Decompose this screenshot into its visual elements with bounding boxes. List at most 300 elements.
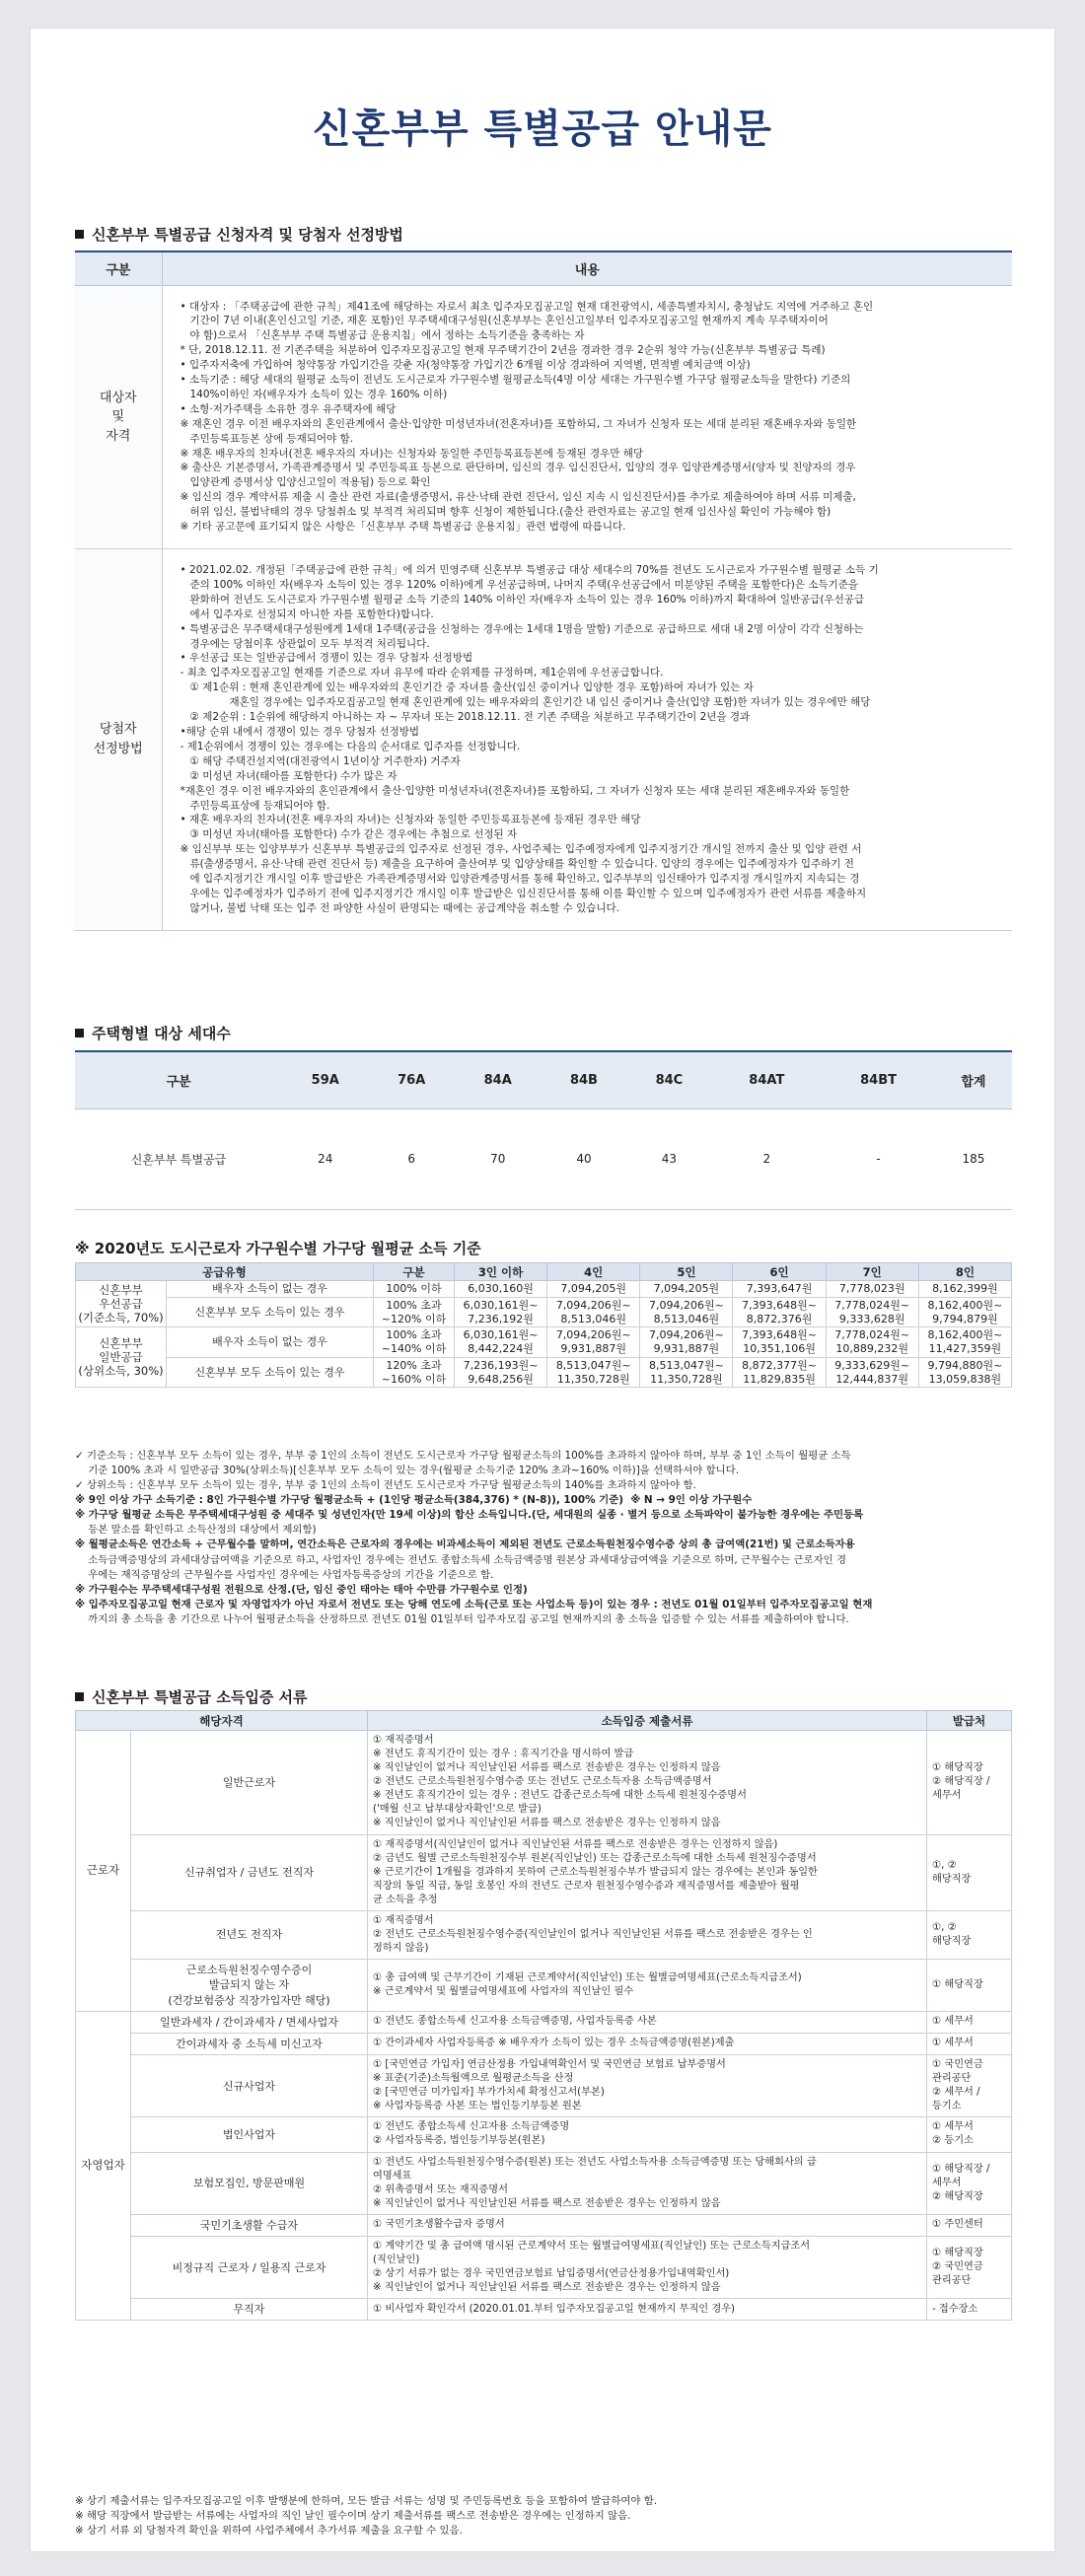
income-value-line: 7,236,193원~ bbox=[463, 1358, 539, 1372]
col-content: 내용 bbox=[162, 251, 1012, 285]
income-pct-line: ~140% 이하 bbox=[381, 1342, 447, 1355]
income-value-line: 7,094,206원~ bbox=[648, 1328, 724, 1342]
income-col-header: 구분 bbox=[374, 1263, 455, 1281]
doc-qualification bbox=[131, 1834, 368, 1910]
income-value bbox=[826, 1357, 918, 1388]
doc-line: ※ 직인날인이 없거나 직인날인된 서류를 팩스로 전송받은 경우는 인정하지 않음 bbox=[373, 1818, 721, 1829]
doc-list bbox=[368, 2236, 927, 2298]
eligibility-table bbox=[75, 250, 1012, 931]
income-note-line: ✓ 상위소득 : 신혼부부 모두 소득이 있는 경우, 부부 중 1인의 소득이 전년도 도시근로자 가구당 월평균소득의 140%를 초과하지 않아야 함. bbox=[75, 1479, 696, 1492]
income-value-line: 8,513,046원 bbox=[653, 1312, 720, 1325]
doc-line: ① 재직증명서(직인날인이 없거나 직인날인된 서류를 팩스로 전송받은 경우는 인정하지 않음) bbox=[373, 1838, 778, 1850]
income-value bbox=[918, 1357, 1011, 1388]
doc-note-line: ※ 상기 제출서류는 입주자모집공고일 이후 발행분에 한하며, 모든 발급 서류는 성명 및 주민등록번호 등을 포함하여 발급하여야 함. bbox=[75, 2495, 658, 2507]
content-line: • 소형·저가주택을 소유한 경우 유주택자에 해당 bbox=[180, 402, 397, 415]
content-line: ② 미성년 자녀(태아를 포함한다) 수가 많은 자 bbox=[189, 769, 398, 782]
income-value-line: 6,030,161원~ bbox=[463, 1298, 539, 1312]
doc-qualification bbox=[131, 2299, 368, 2321]
income-pct bbox=[374, 1357, 455, 1388]
eligibility-row bbox=[75, 285, 1012, 549]
doc-qualification bbox=[131, 1910, 368, 1959]
doc-list bbox=[368, 1910, 927, 1959]
unit-cell: 2 bbox=[711, 1109, 822, 1209]
doc-row bbox=[76, 2236, 1012, 2298]
income-value bbox=[640, 1297, 733, 1327]
content-line: 재혼일 경우에는 입주자모집공고일 현재 혼인관계에 있는 배우자와의 혼인기간 내 임신 중이거나 출산(입양 포함)한 자녀가 있는 경우에만 해당 bbox=[229, 696, 871, 709]
content-line: ③ 미성년 자녀(태아를 포함한다) 수가 같은 경우에는 추첨으로 선정된 자 bbox=[189, 828, 518, 841]
row-label-line: 대상자 bbox=[99, 390, 137, 405]
income-value-line: 9,794,880원~ bbox=[927, 1358, 1003, 1372]
doc-line: 균 소득을 추정 bbox=[373, 1894, 438, 1905]
income-value-line: 8,513,047원~ bbox=[648, 1358, 724, 1372]
income-col-header: 5인 bbox=[640, 1263, 733, 1281]
income-value-line: 8,162,400원~ bbox=[927, 1328, 1003, 1342]
income-value-line: 8,872,376원 bbox=[746, 1312, 813, 1325]
doc-issuer-line: ① 세무서 bbox=[932, 2121, 974, 2133]
section-1-heading: 신혼부부 특별공급 신청자격 및 당첨자 선정방법 bbox=[75, 224, 403, 245]
unit-col-header: 84BT bbox=[822, 1051, 935, 1109]
doc-list bbox=[368, 2214, 927, 2236]
income-note-line: ※ 가구당 월평균 소득은 무주택세대구성원 중 세대주 및 성년인자(만 19세 이상)의 합산 소득입니다.(단, 세대원의 실종 · 별거 등으로 소득파악이 불가능한 경우에는 주민등록 bbox=[75, 1509, 864, 1522]
income-row bbox=[76, 1357, 1012, 1388]
content-line: • 소득기준 : 해당 세대의 월평균 소득이 전년도 도시근로자 가구원수별 월평균소득(4명 이상 세대는 가구원수별 가구당 월평균소득을 말한다) 기준의 bbox=[180, 374, 851, 387]
income-value-line: 9,931,887원 bbox=[653, 1342, 720, 1355]
content-line: ② 제2순위 : 1순위에 해당하지 아니하는 자 ~ 무자녀 또는 2018.12.11. 전 기존 주택을 처분하고 무주택기간이 2년을 경과 bbox=[189, 711, 751, 724]
doc-issuer-line: 해당직장 bbox=[932, 1873, 972, 1885]
doc-qualification bbox=[131, 2033, 368, 2054]
income-value-line: 9,333,629원~ bbox=[834, 1358, 910, 1372]
content-line: ① 해당 주택건설지역(대전광역시 1년이상 거주한자) 거주자 bbox=[189, 754, 461, 767]
income-value bbox=[547, 1297, 640, 1327]
income-value-line: 7,393,648원~ bbox=[742, 1298, 817, 1312]
row-label-line: 및 bbox=[111, 409, 125, 424]
doc-line: ① 국민기초생활수급자 증명서 bbox=[373, 2219, 505, 2231]
row-label-line: 선정방법 bbox=[93, 741, 143, 756]
row-label bbox=[75, 549, 162, 931]
income-group-line: 신혼부부 bbox=[99, 1335, 143, 1350]
income-value-line: 8,513,046원 bbox=[560, 1312, 627, 1325]
content-line: ① 제1순위 : 현재 혼인관계에 있는 배우자와의 혼인기간 중 자녀를 출산(임신 중이거나 입양한 경우 포함)하여 자녀가 있는 자 bbox=[189, 681, 754, 694]
row-content bbox=[162, 549, 1012, 931]
income-value-line: 12,444,837원 bbox=[835, 1372, 908, 1386]
income-value bbox=[455, 1327, 547, 1358]
income-value bbox=[733, 1281, 826, 1298]
unit-col-header: 59A bbox=[282, 1051, 368, 1109]
income-value-line: 9,648,256원 bbox=[468, 1372, 534, 1386]
doc-issuer-line: ② 국민연금 bbox=[932, 2261, 983, 2273]
income-value-line: 7,094,206원~ bbox=[555, 1328, 631, 1342]
income-col-header: 7인 bbox=[826, 1263, 918, 1281]
income-pct-line: ~120% 이하 bbox=[381, 1312, 447, 1325]
income-note-line: 등본 말소를 확인하고 소득산정의 대상에서 제외함) bbox=[75, 1524, 317, 1537]
content-line: 류(출생증명서, 유산·낙태 관련 진단서 등) 제출을 요구하여 출산여부 및 입양상태를 확인할 수 있습니다. 입양의 경우에는 입주예정자가 입주하기 전 bbox=[189, 858, 854, 871]
doc-list bbox=[368, 1960, 927, 2012]
income-value-line: 8,162,399원 bbox=[932, 1282, 998, 1295]
doc-qualification-line: 일반근로자 bbox=[222, 1775, 276, 1789]
doc-issuer-line: ① 주민센터 bbox=[932, 2219, 983, 2231]
doc-line: ① 총 급여액 및 근무기간이 기재된 근로계약서(직인날인) 또는 월별급여명세표(근로소득지급조서) bbox=[373, 1971, 802, 1983]
doc-row bbox=[76, 2152, 1012, 2214]
income-value bbox=[918, 1281, 1011, 1298]
unit-col-header: 76A bbox=[368, 1051, 454, 1109]
income-row bbox=[76, 1297, 1012, 1327]
doc-line: ① 간이과세자 사업자등록증 ※ 배우자가 소득이 있는 경우 소득금액증명(원본)제출 bbox=[373, 2038, 735, 2049]
doc-qualification-line: 근로소득원천징수영수증이 bbox=[185, 1964, 313, 1977]
doc-line: ② 상기 서류가 없는 경우 국민연금보험료 납입증명서(연금산정용가입내역확인서) bbox=[373, 2268, 730, 2280]
doc-row bbox=[76, 1960, 1012, 2012]
doc-line: ※ 근로계약서 및 월별급여명세표에 사업자의 직인날인 필수 bbox=[373, 1985, 634, 1997]
income-col-header: 공급유형 bbox=[76, 1263, 374, 1281]
content-line: * 단, 2018.12.11. 전 기존주택을 처분하여 입주자모집공고일 현재 무주택기간이 2년을 경과한 경우 2순위 청약 가능(신혼부부 특별공급 특례) bbox=[180, 344, 826, 357]
doc-qualification-line: 국민기초생활 수급자 bbox=[199, 2218, 299, 2232]
doc-note-line: ※ 해당 직장에서 발급받는 서류에는 사업자의 직인 날인 필수이며 상기 제출서류를 팩스로 전송받은 경우에는 인정하지 않음. bbox=[75, 2510, 631, 2523]
doc-line: ① 재직증명서 bbox=[373, 1735, 434, 1746]
doc-line: ② 전년도 근로소득원천징수영수증 또는 전년도 근로소득자용 소득금액증명서 bbox=[373, 1776, 712, 1788]
unit-count-table bbox=[75, 1050, 1012, 1210]
content-line: • 재혼 배우자의 친자녀(전혼 배우자의 자녀)는 신청자와 동일한 주민등록표등본에 등재된 경우만 해당 bbox=[180, 814, 641, 826]
income-value-line: 11,350,728원 bbox=[556, 1372, 630, 1386]
income-value bbox=[640, 1357, 733, 1388]
doc-row bbox=[76, 1731, 1012, 1835]
income-col-header: 4인 bbox=[547, 1263, 640, 1281]
doc-list bbox=[368, 2055, 927, 2117]
income-table bbox=[75, 1262, 1012, 1388]
doc-issuer-line: ② 해당직장 bbox=[932, 2190, 983, 2202]
doc-category: 근로자 bbox=[76, 1731, 131, 2012]
doc-issuer bbox=[927, 2117, 1012, 2152]
doc-line: ① [국민연금 가입자] 연금산정용 가입내역확인서 및 국민연금 보험료 납부증명서 bbox=[373, 2059, 726, 2071]
doc-qualification-line: (건강보험증상 직장가입자만 해당) bbox=[168, 1993, 330, 2007]
doc-issuer bbox=[927, 2055, 1012, 2117]
unit-cell: 43 bbox=[626, 1109, 711, 1209]
doc-line: 직장의 동일 직급, 동일 호봉인 자의 전년도 근로자 원천징수영수증과 재직증명서를 제출받아 월평 bbox=[373, 1880, 800, 1892]
income-notes bbox=[75, 1449, 1017, 1627]
income-value-line: 7,236,192원 bbox=[468, 1312, 534, 1325]
content-line: - 최초 입주자모집공고일 현재를 기준으로 자녀 유무에 따라 순위제를 규정하며, 제1순위에 우선공급합니다. bbox=[180, 667, 664, 680]
doc-issuer bbox=[927, 2011, 1012, 2033]
doc-line: ② 금년도 월별 근로소득원천징수부 원본(직인날인) 또는 갑종근로소득에 대한 소득세 원천징수증명서 bbox=[373, 1852, 817, 1864]
unit-cell: 70 bbox=[455, 1109, 541, 1209]
income-value bbox=[640, 1327, 733, 1358]
content-line: 주민등록표등본 상에 등재되어야 함. bbox=[189, 432, 353, 445]
doc-row bbox=[76, 2011, 1012, 2033]
income-row bbox=[76, 1327, 1012, 1358]
doc-list bbox=[368, 2011, 927, 2033]
content-line: *재혼인 경우 이전 배우자와의 혼인관계에서 출산·입양한 미성년자녀(전혼자녀)를 포함하되, 그 자녀가 신청자 또는 세대 분리된 재혼배우자와 동일한 bbox=[180, 784, 850, 797]
income-group bbox=[76, 1327, 167, 1388]
doc-qualification-line: 일반과세자 / 간이과세자 / 면세사업자 bbox=[160, 2015, 338, 2029]
content-line: ※ 출산은 기본증명서, 가족관계증명서 및 주민등록표 등본으로 판단하며, 임신의 경우 임신진단서, 입양의 경우 입양관계증명서(양자 및 친양자의 경우 bbox=[180, 462, 856, 474]
doc-line: ② 전년도 근로소득원천징수영수증(직인날인이 없거나 직인날인된 서류를 팩스로 전송받은 경우는 인 bbox=[373, 1929, 813, 1941]
unit-cell: 신혼부부 특별공급 bbox=[75, 1109, 282, 1209]
content-line: 140%이하인 자(배우자가 소득이 있는 경우 160% 이하) bbox=[189, 388, 448, 400]
doc-qualification-line: 간이과세자 중 소득세 미신고자 bbox=[176, 2037, 323, 2050]
income-value-line: 8,162,400원~ bbox=[927, 1298, 1003, 1312]
doc-row bbox=[76, 2055, 1012, 2117]
doc-qualification bbox=[131, 1960, 368, 2012]
section-2-heading: 주택형별 대상 세대수 bbox=[75, 1023, 231, 1043]
content-line: • 대상자 : 「주택공급에 관한 규칙」제41조에 해당하는 자로서 최초 입주자모집공고일 현재 대전광역시, 세종특별자치시, 충청남도 지역에 거주하고 혼인 bbox=[180, 300, 874, 313]
income-value bbox=[826, 1297, 918, 1327]
content-line: ※ 임신부부 또는 입양부부가 신혼부부 특별공급의 입주자로 선정된 경우, 사업주체는 입주예정자에게 입주지정기간 개시일 전까지 출산 및 입양 관련 서 bbox=[180, 843, 862, 856]
income-note-line: ※ 가구원수는 무주택세대구성원 전원으로 산정.(단, 임신 중인 태아는 태아 수만큼 가구원수로 인정) bbox=[75, 1583, 528, 1596]
doc-issuer bbox=[927, 2152, 1012, 2214]
income-pct-line: 100% 초과 bbox=[386, 1328, 442, 1342]
income-value-line: 10,351,106원 bbox=[743, 1342, 816, 1355]
section-4-heading: 신혼부부 특별공급 소득입증 서류 bbox=[75, 1686, 308, 1707]
income-value-line: 13,059,838원 bbox=[928, 1372, 1002, 1386]
content-line: 야 함)으로서 「신혼부부 주택 특별공급 운용지침」에서 정하는 소득기준을 충족하는 자 bbox=[189, 329, 585, 342]
doc-line: ② 위촉증명서 또는 재직증명서 bbox=[373, 2183, 508, 2195]
doc-issuer-line: 세무서 bbox=[932, 1790, 962, 1802]
doc-row bbox=[76, 2033, 1012, 2054]
income-value-line: 8,513,047원~ bbox=[555, 1358, 631, 1372]
doc-issuer bbox=[927, 1910, 1012, 1959]
income-value-line: 7,094,206원~ bbox=[555, 1298, 631, 1312]
doc-col-header: 소득입증 제출서류 bbox=[368, 1711, 927, 1731]
doc-list bbox=[368, 1731, 927, 1835]
col-type: 구분 bbox=[75, 251, 162, 285]
income-value-line: 10,889,232원 bbox=[835, 1342, 908, 1355]
income-col-header: 3인 이하 bbox=[455, 1263, 547, 1281]
doc-note-line: ※ 상기 서류 외 당첨자격 확인을 위하여 사업주체에서 추가서류 제출을 요구할 수 있음. bbox=[75, 2525, 463, 2538]
income-value bbox=[547, 1281, 640, 1298]
doc-list bbox=[368, 2299, 927, 2321]
documents-notes bbox=[75, 2494, 1017, 2539]
content-line: • 특별공급은 무주택세대구성원에게 1세대 1주택(공급을 신청하는 경우에는 1세대 1명을 말함) 기준으로 공급하므로 세대 내 2명 이상이 각각 신청하는 bbox=[180, 622, 864, 635]
content-line: 우에는 입주예정자가 입주하기 전에 입주지정기간 개시일 이후 발급받은 임신진단서를 통해 이를 확인할 수 있으며 입주예정자가 관련 서류를 제출하지 bbox=[189, 887, 867, 899]
doc-qualification bbox=[131, 2236, 368, 2298]
income-value-line: 7,778,023원 bbox=[838, 1282, 905, 1295]
income-group-line: 신혼부부 bbox=[99, 1282, 143, 1297]
income-group-line: (상위소득, 30%) bbox=[78, 1364, 164, 1379]
income-note-line: 기준 100% 초과 시 일반공급 30%(상위소득)[신혼부부 모두 소득이 있는 경우(월평균 소득기준 120% 초과~160% 이하)]을 선택하셔야 합니다. bbox=[75, 1465, 740, 1477]
doc-qualification bbox=[131, 2214, 368, 2236]
row-content bbox=[162, 285, 1012, 549]
income-value bbox=[918, 1327, 1011, 1358]
content-line: ※ 재혼 배우자의 친자녀(전혼 배우자의 자녀)는 신청자와 동일한 주민등록표등본에 등재된 경우만 해당 bbox=[180, 447, 644, 460]
income-pct-line: ~160% 이하 bbox=[381, 1372, 447, 1386]
doc-list bbox=[368, 2117, 927, 2152]
content-line: • 입주자저축에 가입하여 청약통장 가입기간을 갖춘 자(청약통장 가입기간 6개월 이상 경과하여 지역별, 면적별 예치금액 이상) bbox=[180, 359, 751, 372]
income-value-line: 9,931,887원 bbox=[560, 1342, 627, 1355]
unit-col-header: 84C bbox=[626, 1051, 711, 1109]
doc-qualification-line: 보험모집인, 방문판매원 bbox=[192, 2177, 306, 2190]
income-note-line: 까지의 총 소득을 총 기간으로 나누어 월평균소득을 산정하므로 전년도 01월 01일부터 입주자모집 공고일 현재까지의 총 소득을 입증할 수 있는 서류를 제출하여야 합니다. bbox=[75, 1612, 849, 1625]
doc-line: ① 전년도 사업소득원천징수영수증(원본) 또는 전년도 사업소득자용 소득금액증명 또는 당해회사의 급 bbox=[373, 2156, 817, 2168]
row-label-line: 당첨자 bbox=[99, 722, 137, 738]
eligibility-row bbox=[75, 549, 1012, 931]
doc-issuer-line: ① 해당직장 bbox=[932, 1978, 983, 1990]
doc-row bbox=[76, 2117, 1012, 2152]
income-pct bbox=[374, 1297, 455, 1327]
unit-col-header: 84AT bbox=[711, 1051, 822, 1109]
page-title: 신혼부부 특별공급 안내문 bbox=[313, 107, 772, 152]
square-bullet-icon bbox=[75, 1029, 84, 1038]
income-value-line: 8,872,377원~ bbox=[742, 1358, 817, 1372]
content-line: 에 입주지정기간 개시일 이후 발급받은 가족관계증명서와 입양관계증명서를 통해 확인하고, 입주부부의 임신태아가 입주지정 개시일까지 지속되는 경 bbox=[189, 873, 860, 886]
doc-issuer-line: ① 세무서 bbox=[932, 2016, 974, 2028]
doc-qualification bbox=[131, 2117, 368, 2152]
income-value-line: 11,350,728원 bbox=[650, 1372, 723, 1386]
income-value-line: 11,829,835원 bbox=[743, 1372, 816, 1386]
doc-qualification-line: 법인사업자 bbox=[222, 2127, 276, 2141]
income-value bbox=[733, 1327, 826, 1358]
unit-col-header: 84A bbox=[455, 1051, 541, 1109]
unit-cell: 24 bbox=[282, 1109, 368, 1209]
content-line: ※ 기타 공고문에 표기되지 않은 사항은「신혼부부 주택 특별공급 운용지침」관련 법령에 따릅니다. bbox=[180, 521, 626, 534]
doc-qualification-line: 발급되지 않는 자 bbox=[208, 1978, 290, 1992]
income-group-line: 일반공급 bbox=[99, 1350, 143, 1365]
doc-line: ※ 직인날인이 없거나 직인날인된 서류를 팩스로 전송받은 경우는 인정하지 않음 bbox=[373, 1762, 721, 1774]
doc-row bbox=[76, 1834, 1012, 1910]
content-line: ※ 임신의 경우 계약서류 제출 시 출산 관련 자료(출생증명서, 유산·낙태 관련 진단서, 임신 지속 시 임신진단서)를 추가로 제출하여야 하며 서류 미제출, bbox=[180, 491, 856, 504]
doc-list bbox=[368, 2152, 927, 2214]
income-value bbox=[733, 1297, 826, 1327]
row-label bbox=[75, 285, 162, 549]
income-value-line: 7,778,024원~ bbox=[834, 1328, 910, 1342]
doc-qualification-line: 신규취업자 / 금년도 전직자 bbox=[183, 1866, 315, 1880]
income-value bbox=[640, 1281, 733, 1298]
income-pct-line: 100% 이하 bbox=[386, 1282, 442, 1295]
income-value bbox=[547, 1357, 640, 1388]
content-line: 완화하여 전년도 도시근로자 가구원수별 월평균 소득 기준의 140% 이하인 자(배우자 소득이 있는 경우 160% 이하)까지 확대하여 일반공급(우선공급 bbox=[189, 593, 865, 606]
doc-line: ※ 전년도 휴직기간이 있는 경우 : 전년도 갑종근로소득에 대한 소득세 원천징수증명서 bbox=[373, 1790, 747, 1802]
income-group-line: (기준소득, 70%) bbox=[78, 1311, 164, 1325]
content-line: - 제1순위에서 경쟁이 있는 경우에는 다음의 순서대로 입주자를 선정합니다. bbox=[180, 740, 521, 752]
income-note-line: ※ 9인 이상 가구 소득기준 : 8인 가구원수별 가구당 월평균소득 + (1인당 평균소득(384,376) * (N-8)), 100% 기준) ※ N → 9인 이상 가구원수 bbox=[75, 1494, 753, 1507]
income-note-line: 소득금액증명상의 과세대상급여액을 기준으로 하고, 사업자인 경우에는 전년도 종합소득세 소득금액증명 원본상 과세대상급여액을 기준으로 하며, 근무월수는 근로자인 경 bbox=[75, 1553, 847, 1566]
income-value bbox=[826, 1281, 918, 1298]
income-value bbox=[733, 1357, 826, 1388]
doc-line: ① 재직증명서 bbox=[373, 1914, 434, 1926]
income-value-line: 7,778,024원~ bbox=[834, 1298, 910, 1312]
doc-issuer bbox=[927, 1731, 1012, 1835]
doc-line: 여명세표 bbox=[373, 2170, 412, 2182]
doc-issuer-line: ① 국민연금 bbox=[932, 2059, 983, 2071]
doc-issuer-line: ② 등기소 bbox=[932, 2135, 974, 2147]
doc-issuer bbox=[927, 1834, 1012, 1910]
content-line: 입양관계 증명서상 입양신고일이 적용됨) 등으로 확인 bbox=[189, 476, 431, 489]
doc-line: ※ 전년도 휴직기간이 있는 경우 : 휴직기간을 명시하여 발급 bbox=[373, 1749, 634, 1760]
income-value bbox=[826, 1327, 918, 1358]
doc-line: ※ 표준(기준)소득월액으로 월평균소득을 산정 bbox=[373, 2073, 574, 2085]
doc-issuer-line: ② 해당직장 / bbox=[932, 1776, 990, 1788]
income-note-line: ※ 월평균소득은 연간소득 ÷ 근무월수를 말하며, 연간소득은 근로자의 경우에는 비과세소득이 제외된 전년도 근로소득원천징수영수증 상의 총 급여액(21번) 및 근로소득자용 bbox=[75, 1538, 855, 1551]
doc-issuer-line: ①, ② bbox=[932, 1921, 957, 1933]
income-value-line: 9,333,628원 bbox=[838, 1312, 905, 1325]
doc-category: 자영업자 bbox=[76, 2011, 131, 2321]
doc-line: ※ 직인날인이 없거나 직인날인된 서류를 팩스로 전송받은 경우는 인정하지 않음 bbox=[373, 2282, 721, 2294]
unit-col-header: 84B bbox=[541, 1051, 626, 1109]
income-group-line: 우선공급 bbox=[99, 1296, 143, 1311]
income-value-line: 9,794,879원 bbox=[932, 1312, 998, 1325]
income-value-line: 7,393,648원~ bbox=[742, 1328, 817, 1342]
content-line: 에서 입주자로 선정되지 아니한 자를 포함한다)합니다. bbox=[189, 608, 434, 620]
doc-list bbox=[368, 2033, 927, 2054]
square-bullet-icon bbox=[75, 1692, 84, 1701]
row-label-line: 자격 bbox=[106, 428, 131, 444]
income-row bbox=[76, 1281, 1012, 1298]
income-type: 배우자 소득이 없는 경우 bbox=[167, 1281, 374, 1298]
unit-cell: 40 bbox=[541, 1109, 626, 1209]
unit-cell: 185 bbox=[935, 1109, 1012, 1209]
doc-line: ① 전년도 종합소득세 신고자용 소득금액증명 bbox=[373, 2121, 570, 2133]
doc-line: ※ 근로기간이 1개월을 경과하지 못하여 근로소득원천징수부가 발급되지 않는 경우에는 본인과 동일한 bbox=[373, 1866, 818, 1878]
doc-col-header: 해당자격 bbox=[76, 1711, 368, 1731]
doc-qualification bbox=[131, 2055, 368, 2117]
doc-issuer bbox=[927, 2236, 1012, 2298]
unit-cell: 6 bbox=[368, 1109, 454, 1209]
doc-line: ※ 사업자등록증 사본 또는 법인등기부등본 원본 bbox=[373, 2101, 582, 2112]
doc-issuer-line: 등기소 bbox=[932, 2101, 962, 2112]
content-line: 주민등록표상에 등재되어야 함. bbox=[189, 799, 330, 812]
doc-qualification-line: 신규사업자 bbox=[222, 2079, 276, 2093]
documents-table bbox=[75, 1710, 1012, 2321]
income-col-header: 8인 bbox=[918, 1263, 1011, 1281]
income-value-line: 11,427,359원 bbox=[928, 1342, 1002, 1355]
doc-row bbox=[76, 2214, 1012, 2236]
doc-line: (직인날인) bbox=[373, 2254, 420, 2266]
doc-issuer-line: ① 해당직장 / bbox=[932, 2163, 990, 2175]
doc-issuer-line: 해당직장 bbox=[932, 1936, 972, 1948]
doc-line: ② 사업자등록증, 법인등기부등본(원본) bbox=[373, 2135, 545, 2147]
doc-line: ① 비사업자 확인각서 (2020.01.01.부터 입주자모집공고일 현재까지 무직인 경우) bbox=[373, 2303, 736, 2315]
content-line: • 2021.02.02. 개정된「주택공급에 관한 규칙」에 의거 민영주택 신혼부부 특별공급 대상 세대수의 70%를 전년도 도시근로자 가구원수별 월평균 소득 기 bbox=[180, 564, 879, 576]
income-group bbox=[76, 1281, 167, 1327]
income-col-header: 6인 bbox=[733, 1263, 826, 1281]
content-line: ※ 재혼인 경우 이전 배우자와의 혼인관계에서 출산·입양한 미성년자녀(전혼자녀)를 포함하되, 그 자녀가 신청자 또는 세대 분리된 재혼배우자와 동일한 bbox=[180, 417, 857, 430]
doc-issuer-line: 세무서 bbox=[932, 2177, 962, 2188]
income-value-line: 7,393,647원 bbox=[746, 1282, 813, 1295]
content-line: 기간이 7년 이내(혼인신고일 기준, 재혼 포함)인 무주택세대구성원(신혼부부는 혼인신고일부터 입주자모집공고일 현재까지 계속 무주택자이어 bbox=[189, 315, 829, 327]
square-bullet-icon bbox=[75, 230, 84, 239]
doc-issuer-line: ① 해당직장 bbox=[932, 1762, 983, 1774]
doc-issuer bbox=[927, 2299, 1012, 2321]
income-pct-line: 120% 초과 bbox=[386, 1358, 442, 1372]
content-line: • 우선공급 또는 일반공급에서 경쟁이 있는 경우 당첨자 선정방법 bbox=[180, 652, 473, 665]
doc-row bbox=[76, 2299, 1012, 2321]
income-value-line: 7,094,206원~ bbox=[648, 1298, 724, 1312]
doc-qualification bbox=[131, 2152, 368, 2214]
doc-qualification-line: 비정규직 근로자 / 일용직 근로자 bbox=[172, 2260, 326, 2274]
doc-line: ※ 직인날인이 없거나 직인날인된 서류를 팩스로 전송받은 경우는 인정하지 않음 bbox=[373, 2197, 721, 2209]
income-note-line: ※ 입주자모집공고일 현재 근로자 및 자영업자가 아닌 자로서 전년도 또는 당해 연도에 소득(근로 또는 사업소득 등)이 있는 경우 : 전년도 01월 01일부터 입주자모집공고일 현재 bbox=[75, 1598, 873, 1610]
doc-col-header: 발급처 bbox=[927, 1711, 1012, 1731]
income-value bbox=[455, 1281, 547, 1298]
doc-qualification bbox=[131, 1731, 368, 1835]
doc-issuer-line: ①, ② bbox=[932, 1859, 957, 1871]
doc-issuer-line: 관리공단 bbox=[932, 2073, 972, 2085]
unit-cell: - bbox=[822, 1109, 935, 1209]
unit-col-header: 합계 bbox=[935, 1051, 1012, 1109]
doc-issuer-line: 관리공단 bbox=[932, 2275, 972, 2287]
doc-qualification-line: 전년도 전직자 bbox=[215, 1928, 283, 1942]
unit-col-header: 구분 bbox=[75, 1051, 282, 1109]
doc-line: 정하지 않음) bbox=[373, 1943, 429, 1955]
income-value-line: 7,094,205원 bbox=[560, 1282, 627, 1295]
income-pct bbox=[374, 1281, 455, 1298]
doc-issuer-line: ② 세무서 / bbox=[932, 2087, 980, 2099]
doc-issuer-line: ① 세무서 bbox=[932, 2038, 974, 2049]
income-note-line: 우에는 재직증명상의 근무월수를 사업자인 경우에는 사업자등록증상의 기간을 기준으로 함. bbox=[75, 1568, 494, 1581]
income-value-line: 6,030,161원~ bbox=[463, 1328, 539, 1342]
content-line: •해당 순위 내에서 경쟁이 있는 경우 당첨자 선정방법 bbox=[180, 725, 420, 738]
doc-qualification bbox=[131, 2011, 368, 2033]
doc-line: ① 전년도 종합소득세 신고자용 소득금액증명, 사업자등록증 사본 bbox=[373, 2016, 657, 2028]
section-3-heading: ※ 2020년도 도시근로자 가구원수별 가구당 월평균 소득 기준 bbox=[75, 1240, 481, 1257]
doc-issuer bbox=[927, 2214, 1012, 2236]
